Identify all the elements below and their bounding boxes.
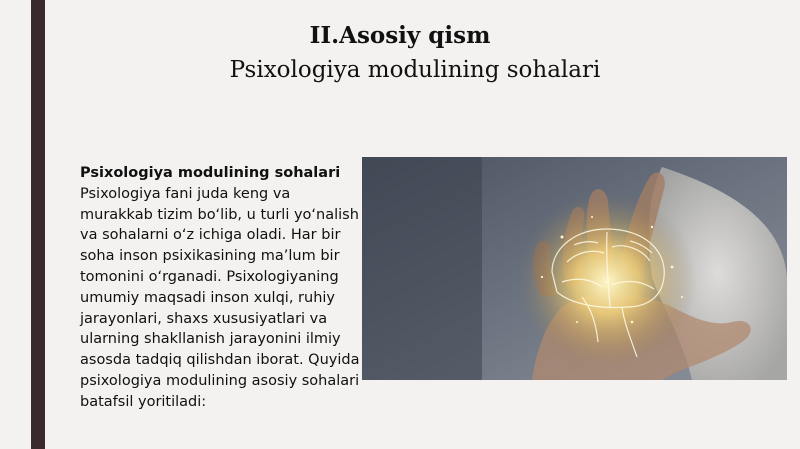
brain-hand-photo: [362, 157, 787, 380]
body-text: Psixologiya fani juda keng va murakkab tizim bo‘lib, u turli yo‘nalish va sohalarni o‘z ichiga oladi. Har bir soha inson psixikasining ma’lum bir tomonini o‘rganadi. Psixologiyaning umumiy maqsadi inson xulqi, ruhiy jarayonlari, shaxs xususiyatlari va ularning shakllanish jarayonini ilmiy asosda tadqiq qilishdan iborat. Quyida psixologiya modulining asosiy sohalari batafsil yoritiladi:: [80, 185, 360, 410]
slide-subtitle: Psixologiya modulining sohalari: [229, 57, 601, 83]
body-paragraph: [80, 163, 365, 413]
slide-title: II.Asosiy qism: [309, 22, 491, 49]
body-heading: Psixologiya modulining sohalari: [80, 165, 341, 181]
brain-hand-illustration: [362, 157, 787, 380]
slide-title-block: [0, 20, 800, 88]
